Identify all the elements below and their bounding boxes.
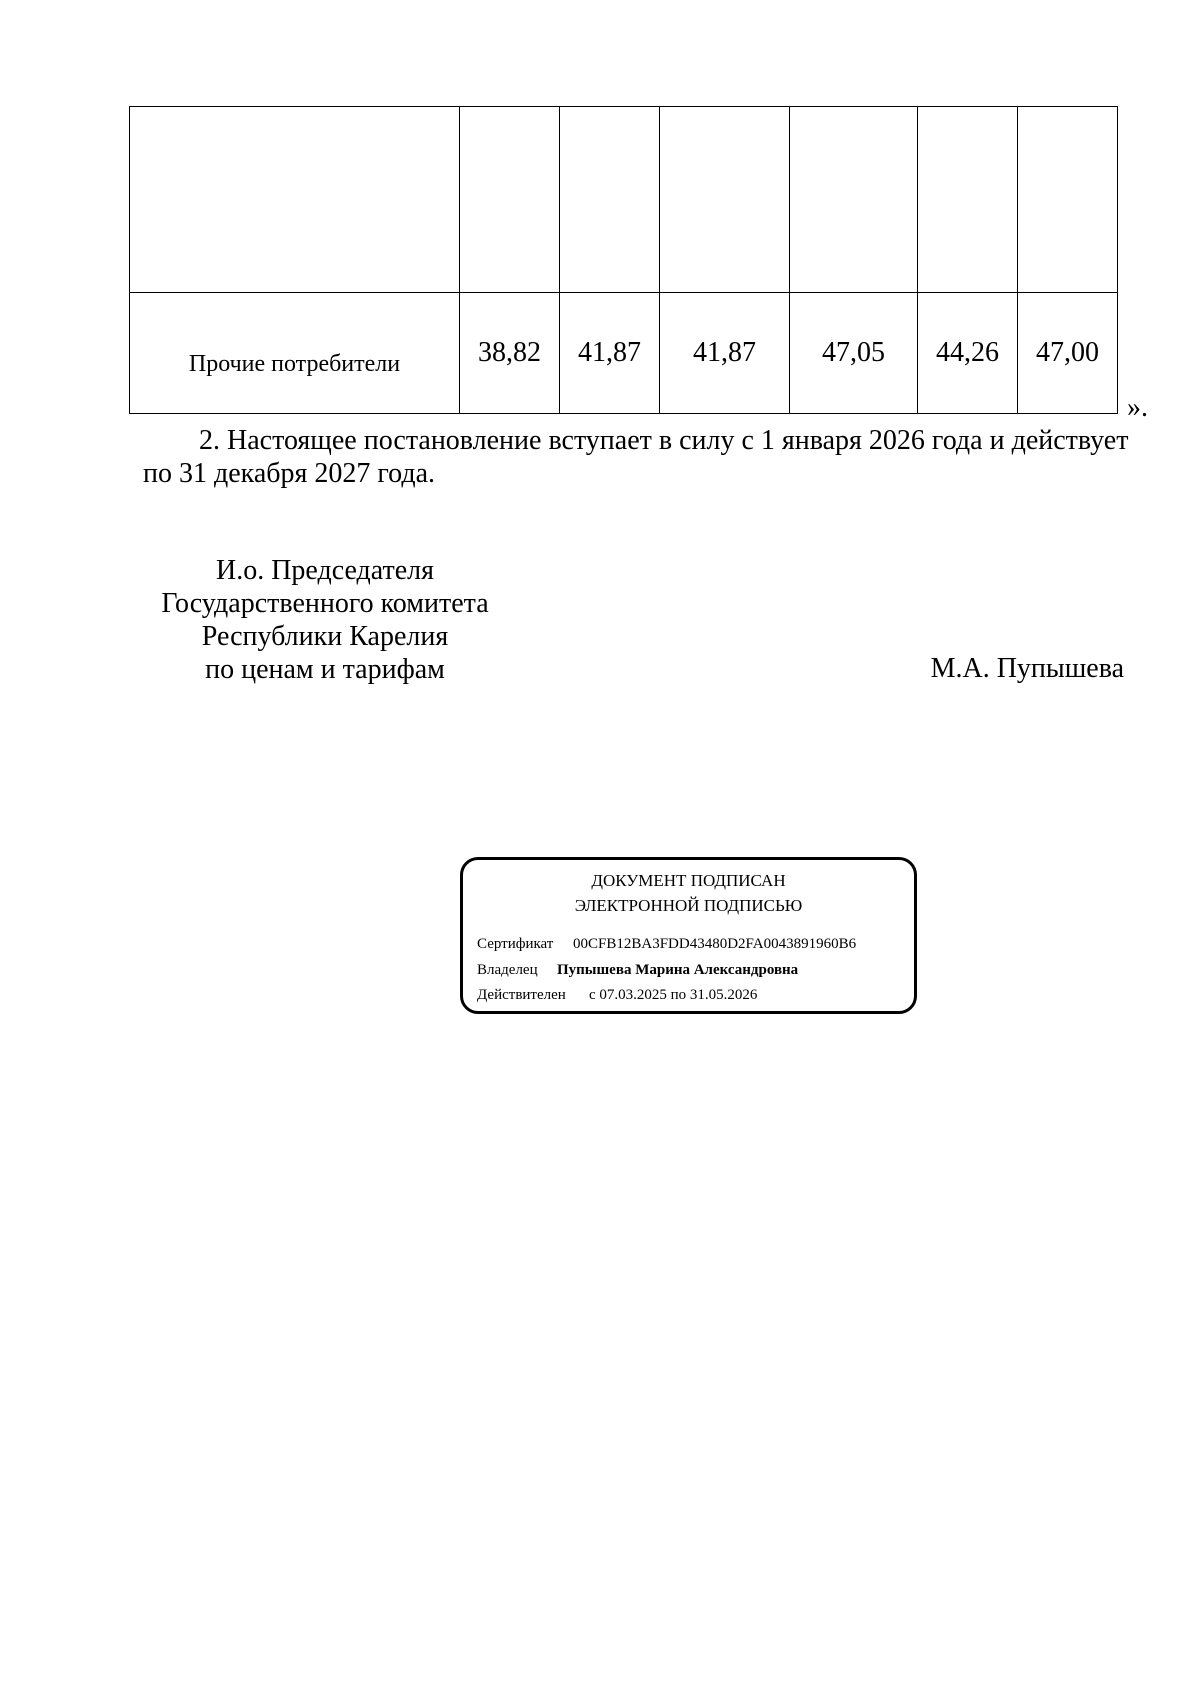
- electronic-signature-stamp: [460, 857, 917, 1014]
- signatory-title-line: Государственного комитета: [161, 588, 489, 619]
- stamp-header-line-1: ДОКУМЕНТ ПОДПИСАН: [591, 871, 786, 890]
- effective-date-paragraph: [143, 424, 1143, 490]
- table-cell: [560, 107, 660, 293]
- closing-quote: ».: [1127, 392, 1148, 423]
- table-row: [130, 293, 1118, 414]
- table-cell: [1018, 107, 1118, 293]
- owner-value: Пупышева Марина Александровна: [557, 962, 799, 978]
- stamp-header-line-2: ЭЛЕКТРОННОЙ ПОДПИСЬЮ: [574, 896, 803, 915]
- value-cell: 44,26: [918, 293, 1018, 414]
- stamp-certificate-line: [477, 936, 856, 953]
- signatory-title: [140, 554, 510, 686]
- value-cell: 41,87: [660, 293, 790, 414]
- valid-value: с 07.03.2025 по 31.05.2026: [589, 987, 758, 1003]
- table-cell: [660, 107, 790, 293]
- owner-label: Владелец: [477, 962, 538, 978]
- signatory-title-line: по ценам и тарифам: [205, 654, 445, 685]
- paragraph-line-1: [143, 424, 1143, 457]
- value-cell: 38,82: [460, 293, 560, 414]
- table-header-row: [130, 107, 1118, 293]
- signatory-title-line: Республики Карелия: [201, 621, 449, 652]
- table-cell: [918, 107, 1018, 293]
- table-cell: [790, 107, 918, 293]
- valid-label: Действителен: [477, 987, 566, 1003]
- table-cell: [130, 107, 460, 293]
- value-cell: 47,00: [1018, 293, 1118, 414]
- paragraph-line-2: по 31 декабря 2027 года.: [143, 458, 436, 489]
- paragraph-line-1-text: 2. Настоящее постановление вступает в силу с 1 января 2026 года и действует: [199, 425, 1129, 456]
- stamp-validity-line: [477, 987, 757, 1004]
- row-label: Прочие потребители: [130, 293, 460, 414]
- certificate-value: 00CFB12BA3FDD43480D2FA0043891960B6: [573, 936, 857, 952]
- signatory-title-line: И.о. Председателя: [215, 555, 435, 586]
- stamp-owner-line: [477, 962, 798, 979]
- signatory-name: М.А. Пупышева: [930, 653, 1124, 684]
- table-cell: [460, 107, 560, 293]
- value-cell: 47,05: [790, 293, 918, 414]
- stamp-header: [463, 868, 914, 918]
- value-cell: 41,87: [560, 293, 660, 414]
- tariff-table: [129, 106, 1118, 414]
- certificate-label: Сертификат: [477, 936, 554, 952]
